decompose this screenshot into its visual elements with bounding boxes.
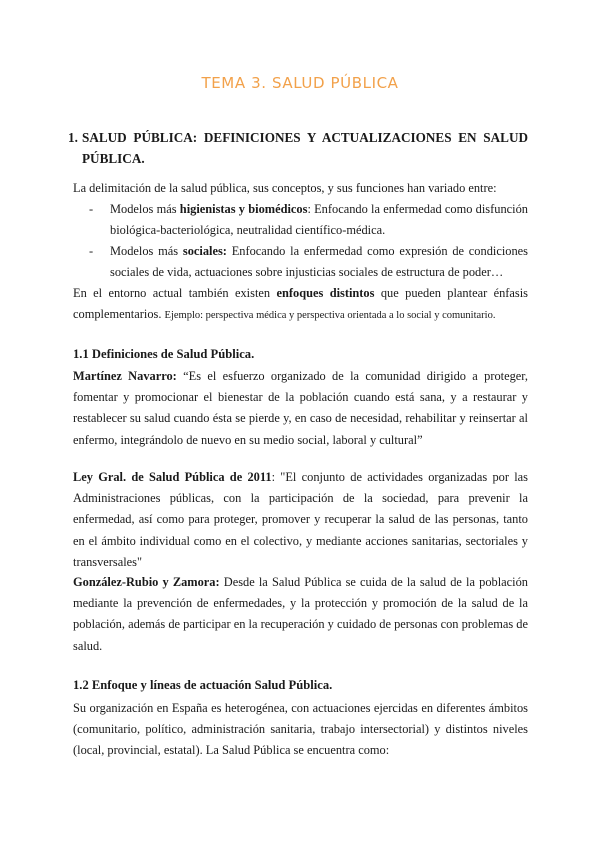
page-title: TEMA 3. SALUD PÚBLICA [201, 74, 399, 92]
definition-text: : "El conjunto de actividades organizadas por las Administraciones públicas, con la participación de la sociedad, para prevenir la enfermedad, así como para proteger, promover y recuperar la salud de las personas, tanto en el ámbito individual como en el colectivo, y mediante acciones sanitarias, sectoriales y transversales" [73, 470, 528, 569]
bullet-text: : Enfocando la enfermedad como disfunción biológica-bacteriológica, neutralidad científico-médica. [110, 202, 528, 238]
section-1-heading [68, 127, 528, 169]
subsection-1-2-paragraph: Su organización en España es heterogénea, con actuaciones ejercidas en diferentes ámbitos (comunitario, político, administración sanitaria, trabajo intersectorial) y distintos niveles (local, provincial, estatal). La Salud Pública se encuentra como: [73, 701, 528, 758]
definition-text: “Es el esfuerzo organizado de la comunidad dirigido a proteger, fomentar y promocionar el bienestar de la población cuando está sana, y a restaurar y restablecer su salud cuando ésta se pierde y, en caso de necesidad, rehabilitar y reinsertar al enfermo, integrándolo de nuevo en su medio social, laboral y cultural” [73, 369, 529, 447]
entorno-text: que pueden plantear énfasis complementarios. [73, 286, 528, 322]
bullet-prefix: Modelos más [110, 244, 183, 258]
entorno-bold-term: enfoques distintos [276, 286, 375, 300]
bullet-dash: - [89, 244, 94, 258]
definition-gonzalez-rubio [73, 572, 528, 657]
section-1-heading-text: SALUD PÚBLICA: DEFINICIONES Y ACTUALIZACIONES EN SALUD PÚBLICA. [82, 130, 528, 166]
entorno-paragraph [73, 283, 528, 326]
entorno-example: Ejemplo: perspectiva médica y perspectiva orientada a lo social y comunitario. [164, 310, 496, 322]
bullet-item [89, 241, 528, 283]
definition-author: Martínez Navarro: [73, 369, 177, 383]
definition-ley-general [73, 467, 528, 573]
bullet-bold-term: sociales: [182, 244, 227, 258]
bullet-item [89, 199, 528, 241]
bullet-bold-term: higienistas y biomédicos [179, 202, 308, 216]
entorno-prefix: En el entorno actual también existen [73, 286, 277, 300]
bullet-dash: - [89, 202, 94, 216]
definition-author: Ley Gral. de Salud Pública de 2011 [73, 470, 272, 484]
intro-paragraph: La delimitación de la salud pública, sus conceptos, y sus funciones han variado entre: [73, 181, 497, 195]
subsection-1-2-heading: 1.2 Enfoque y líneas de actuación Salud Pública. [73, 678, 333, 692]
definition-martinez-navarro [73, 366, 528, 451]
definition-text: Desde la Salud Pública se cuida de la salud de la población mediante la prevención de enfermedades, y la protección y promoción de la salud de la población, además de participar en la recuperación y cuidado de personas con problemas de salud. [73, 575, 528, 653]
bullet-text: Enfocando la enfermedad como expresión de condiciones sociales de vida, actuaciones sobre injusticias sociales de estructura de poder… [110, 244, 528, 280]
subsection-1-1-heading: 1.1 Definiciones de Salud Pública. [73, 347, 255, 361]
definition-author: González-Rubio y Zamora: [73, 575, 220, 589]
section-1-number: 1. [68, 130, 78, 145]
bullet-prefix: Modelos más [110, 202, 180, 216]
